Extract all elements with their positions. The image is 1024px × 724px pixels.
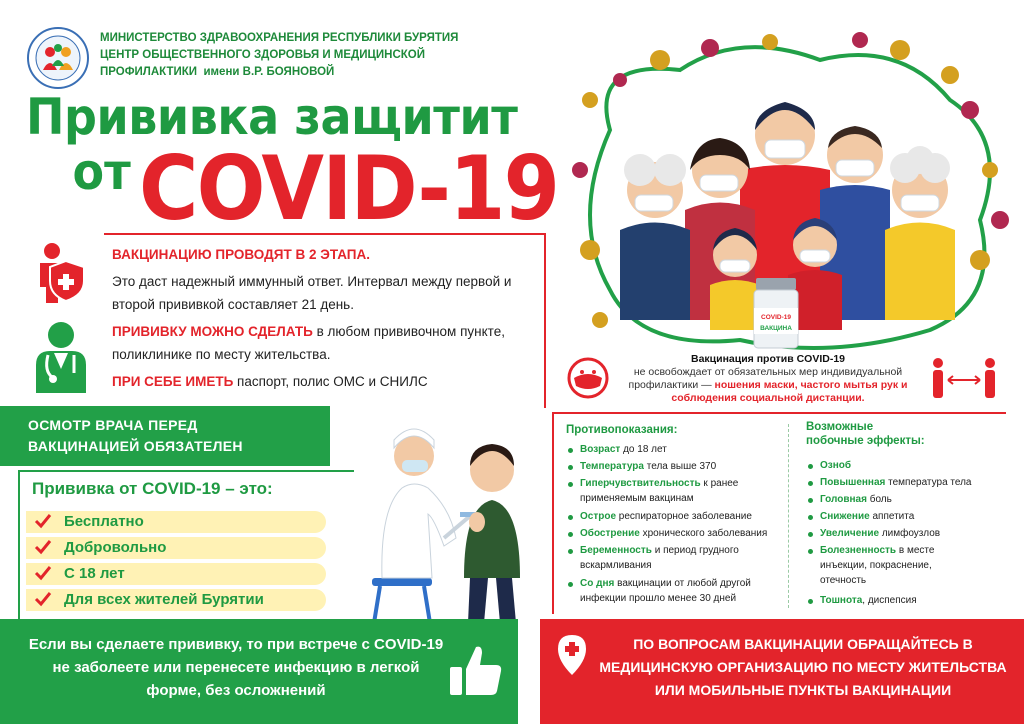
- side-effect-item: Снижение аппетита: [820, 509, 1000, 524]
- side-effect-item: Увеличение лимфоузлов: [820, 526, 1000, 541]
- contra-item: Беременность и период грудного вскармливания: [580, 543, 776, 573]
- where-text: в любом прививочном пункте, поликлинике по месту жительства.: [112, 324, 505, 362]
- side-effects-heading-2: побочные эффекты:: [806, 435, 925, 447]
- stages-text: Это даст надежный иммунный ответ. Интервал между первой и второй прививкой составляет 21 день.: [112, 274, 512, 312]
- side-effects-heading-1: Возможные: [806, 421, 874, 433]
- check-icon: [34, 564, 52, 582]
- location-pin-icon: [556, 633, 588, 677]
- social-distance-icon: [928, 356, 1000, 400]
- doctor-icon: [32, 321, 90, 393]
- side-effect-item: Озноб: [820, 458, 1000, 473]
- contra-item: Острое респираторное заболевание: [580, 509, 786, 524]
- benefit-item: [26, 563, 326, 585]
- note-text: не освобождает от обязательных мер индивидуальной профилактики —: [628, 366, 903, 391]
- thumbs-up-icon: [446, 641, 506, 701]
- contraindications-heading: Противопоказания:: [566, 424, 678, 436]
- where-heading: ПРИВИВКУ МОЖНО СДЕЛАТЬ: [112, 324, 313, 339]
- contra-item: Гиперчувствительность к ранее применяемым вакцинам: [580, 476, 786, 506]
- org-line-1: МИНИСТЕРСТВО ЗДРАВООХРАНЕНИЯ РЕСПУБЛИКИ БУРЯТИЯ: [100, 32, 459, 44]
- side-effect-item: Болезненность в месте инъекции, покраснение, отечность: [820, 543, 970, 588]
- check-icon: [34, 512, 52, 530]
- org-line-3a: ПРОФИЛАКТИКИ: [100, 66, 198, 78]
- person-shield-icon: [36, 241, 88, 305]
- vaccine-is-heading: Прививка от COVID-19 – это:: [32, 479, 273, 498]
- organization-logo: [26, 26, 90, 90]
- contra-item: Со дня вакцинации от любой другой инфекции прошло менее 30 дней: [580, 576, 780, 606]
- title-covid: COVID-19: [139, 137, 559, 240]
- benefit-label: С 18 лет: [64, 565, 125, 582]
- benefit-label: Для всех жителей Бурятии: [64, 591, 264, 608]
- vaccination-info-box: [26, 233, 546, 408]
- organization-name: [100, 30, 480, 81]
- vaccine-vial-icon: [754, 278, 798, 348]
- check-icon: [34, 538, 52, 556]
- title-line-2: [70, 137, 570, 240]
- note-title: Вакцинация против COVID-19: [690, 353, 846, 365]
- title-ot: от: [72, 143, 131, 201]
- exam-line-1: ОСМОТР ВРАЧА ПЕРЕД: [28, 417, 198, 433]
- side-effect-item: Головная боль: [820, 492, 1000, 507]
- bottom-right-text: ПО ВОПРОСАМ ВАКЦИНАЦИИ ОБРАЩАЙТЕСЬ В МЕДИЦИНСКУЮ ОРГАНИЗАЦИЮ ПО МЕСТУ ЖИТЕЛЬСТВА ИЛИ МОБИЛЬНЫЕ ПУНКТЫ ВАКЦИНАЦИИ: [599, 636, 1007, 698]
- benefit-item: [26, 511, 326, 533]
- check-icon: [34, 590, 52, 608]
- side-effect-item: Тошнота, диспепсия: [820, 593, 1000, 608]
- benefit-label: Добровольно: [64, 539, 167, 556]
- documents-text: паспорт, полис ОМС и СНИЛС: [233, 374, 428, 389]
- exam-banner: [0, 406, 330, 466]
- documents-heading: ПРИ СЕБЕ ИМЕТЬ: [112, 374, 234, 389]
- title-line-1: Прививка защитит: [26, 88, 518, 146]
- note-red-text: ношения маски, частого мытья рук и соблюдения социальной дистанции.: [671, 379, 908, 404]
- org-line-3b: имени В.Р. БОЯНОВОЙ: [203, 66, 335, 78]
- vial-label-top: COVID-19: [761, 314, 791, 321]
- bottom-right-banner: [540, 619, 1024, 724]
- doctor-patient-illustration: [352, 418, 542, 628]
- org-line-2: ЦЕНТР ОБЩЕСТВЕННОГО ЗДОРОВЬЯ И МЕДИЦИНСКОЙ: [100, 49, 426, 61]
- contra-item: Обострение хронического заболевания: [580, 526, 786, 541]
- benefit-label: Бесплатно: [64, 513, 144, 530]
- column-divider: [788, 424, 789, 608]
- banner-divider: [518, 619, 540, 724]
- stages-heading: ВАКЦИНАЦИЮ ПРОВОДЯТ В 2 ЭТАПА.: [112, 247, 370, 262]
- bottom-left-banner: [0, 619, 518, 724]
- contra-item: Температура тела выше 370: [580, 459, 786, 474]
- contra-item: Возраст до 18 лет: [580, 442, 786, 457]
- benefit-item: [26, 589, 326, 611]
- exam-line-2: ВАКЦИНАЦИЕЙ ОБЯЗАТЕЛЕН: [28, 438, 243, 454]
- family-illustration: [570, 20, 1010, 360]
- info-text: [112, 243, 542, 397]
- face-mask-icon: [566, 356, 610, 400]
- side-effect-item: Повышенная температура тела: [820, 475, 1000, 490]
- vial-label-bottom: ВАКЦИНА: [760, 325, 792, 332]
- bottom-left-text: Если вы сделаете прививку, то при встрече с COVID-19 не заболеете или перенесете инфекцию в легкой форме, без осложнений: [28, 636, 444, 699]
- benefit-item: [26, 537, 326, 559]
- vaccination-note: [612, 353, 924, 405]
